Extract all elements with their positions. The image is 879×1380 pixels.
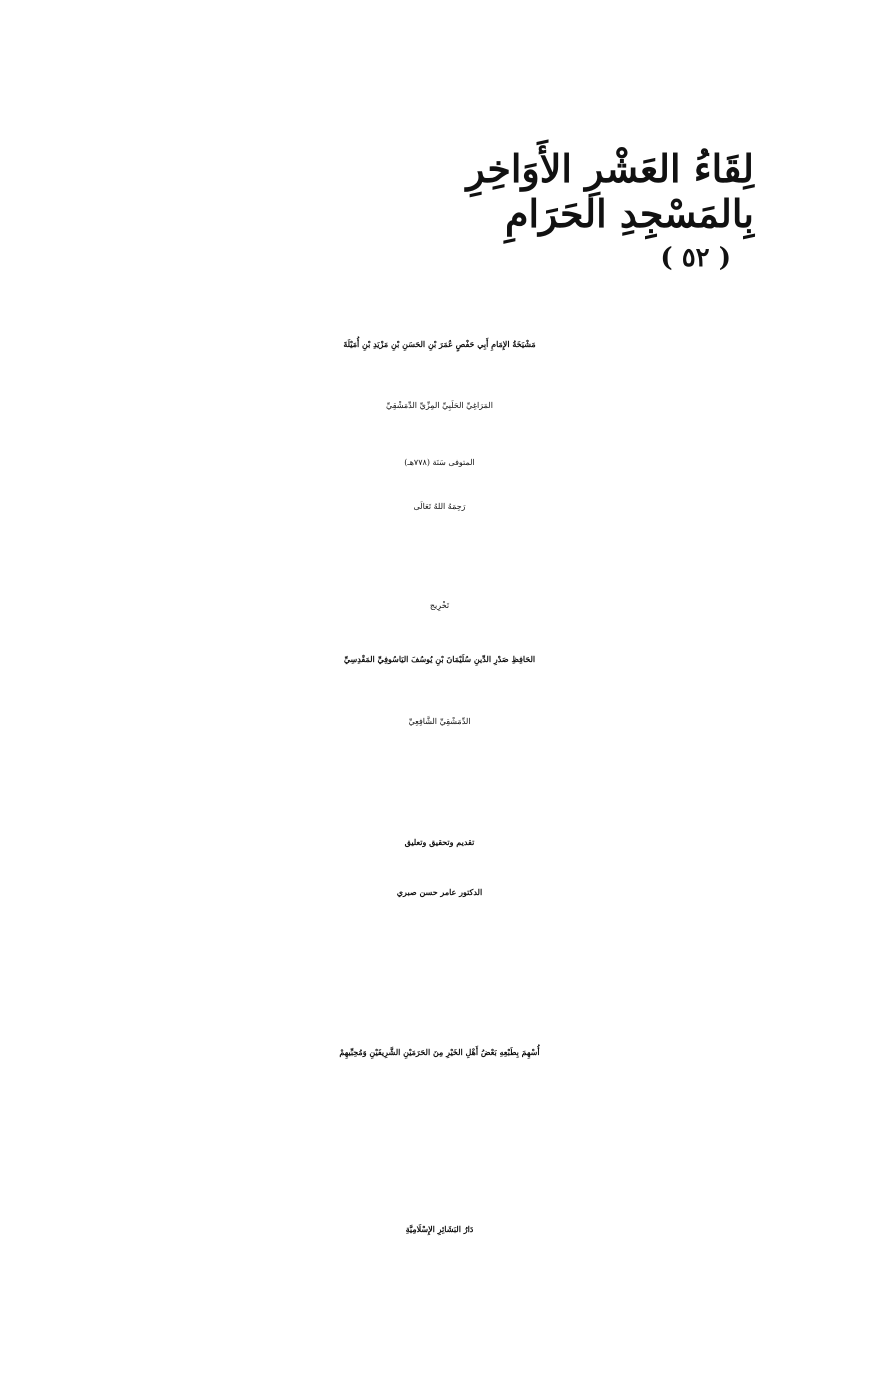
sponsor-statement: أُسْهِمَ بِطَبْعِهِ بَعْضُ أَهْلِ الخَيْرِ مِنَ الحَرَمَيْنِ الشَّرِيفَيْنِ وَمُحِبِّيهِمْ <box>339 1047 540 1057</box>
publisher-name: دَارُ البَشَائِرِ الإِسْلَامِيَّةِ <box>405 1224 474 1234</box>
editor-label: تقديم وتحقيق وتعليق <box>404 837 475 847</box>
author-nisba: المَرَاغِيِّ الحَلَبِيِّ المِزِّيِّ الدِّمَشْقِيِّ <box>386 401 493 410</box>
compiler-label: تَخْرِيج <box>429 601 450 610</box>
author-prayer: رَحِمَهُ اللهُ تَعَالَى <box>413 502 466 511</box>
book-title: مَشْيَخَةُ الإِمَامِ أَبِي حَفْصٍ عُمَرَ بْنِ الحَسَنِ بْنِ مَزْيَدِ بْنِ أُمَيْلَةَ <box>343 339 536 349</box>
series-title-line-2: بِالمَسْجِدِ الحَرَامِ <box>504 191 754 236</box>
editor-name: الدكتور عامر حسن صبري <box>396 887 483 897</box>
author-death-date: المتوفى سَنَة (٧٧٨هـ) <box>404 458 475 467</box>
compiler-nisba: الدِّمَشْقِيِّ الشَّافِعِيِّ <box>408 717 471 726</box>
compiler-name: الحَافِظِ صَدْرِ الدِّينِ سُلَيْمَانَ بْنِ يُوسُفَ اليَاسُوفِيِّ المَقْدِسِيِّ <box>343 654 536 664</box>
series-title-line-1: لِقَاءُ العَشْرِ الأَوَاخِرِ <box>466 146 754 191</box>
series-number: ( ٥٢ ) <box>660 243 731 273</box>
